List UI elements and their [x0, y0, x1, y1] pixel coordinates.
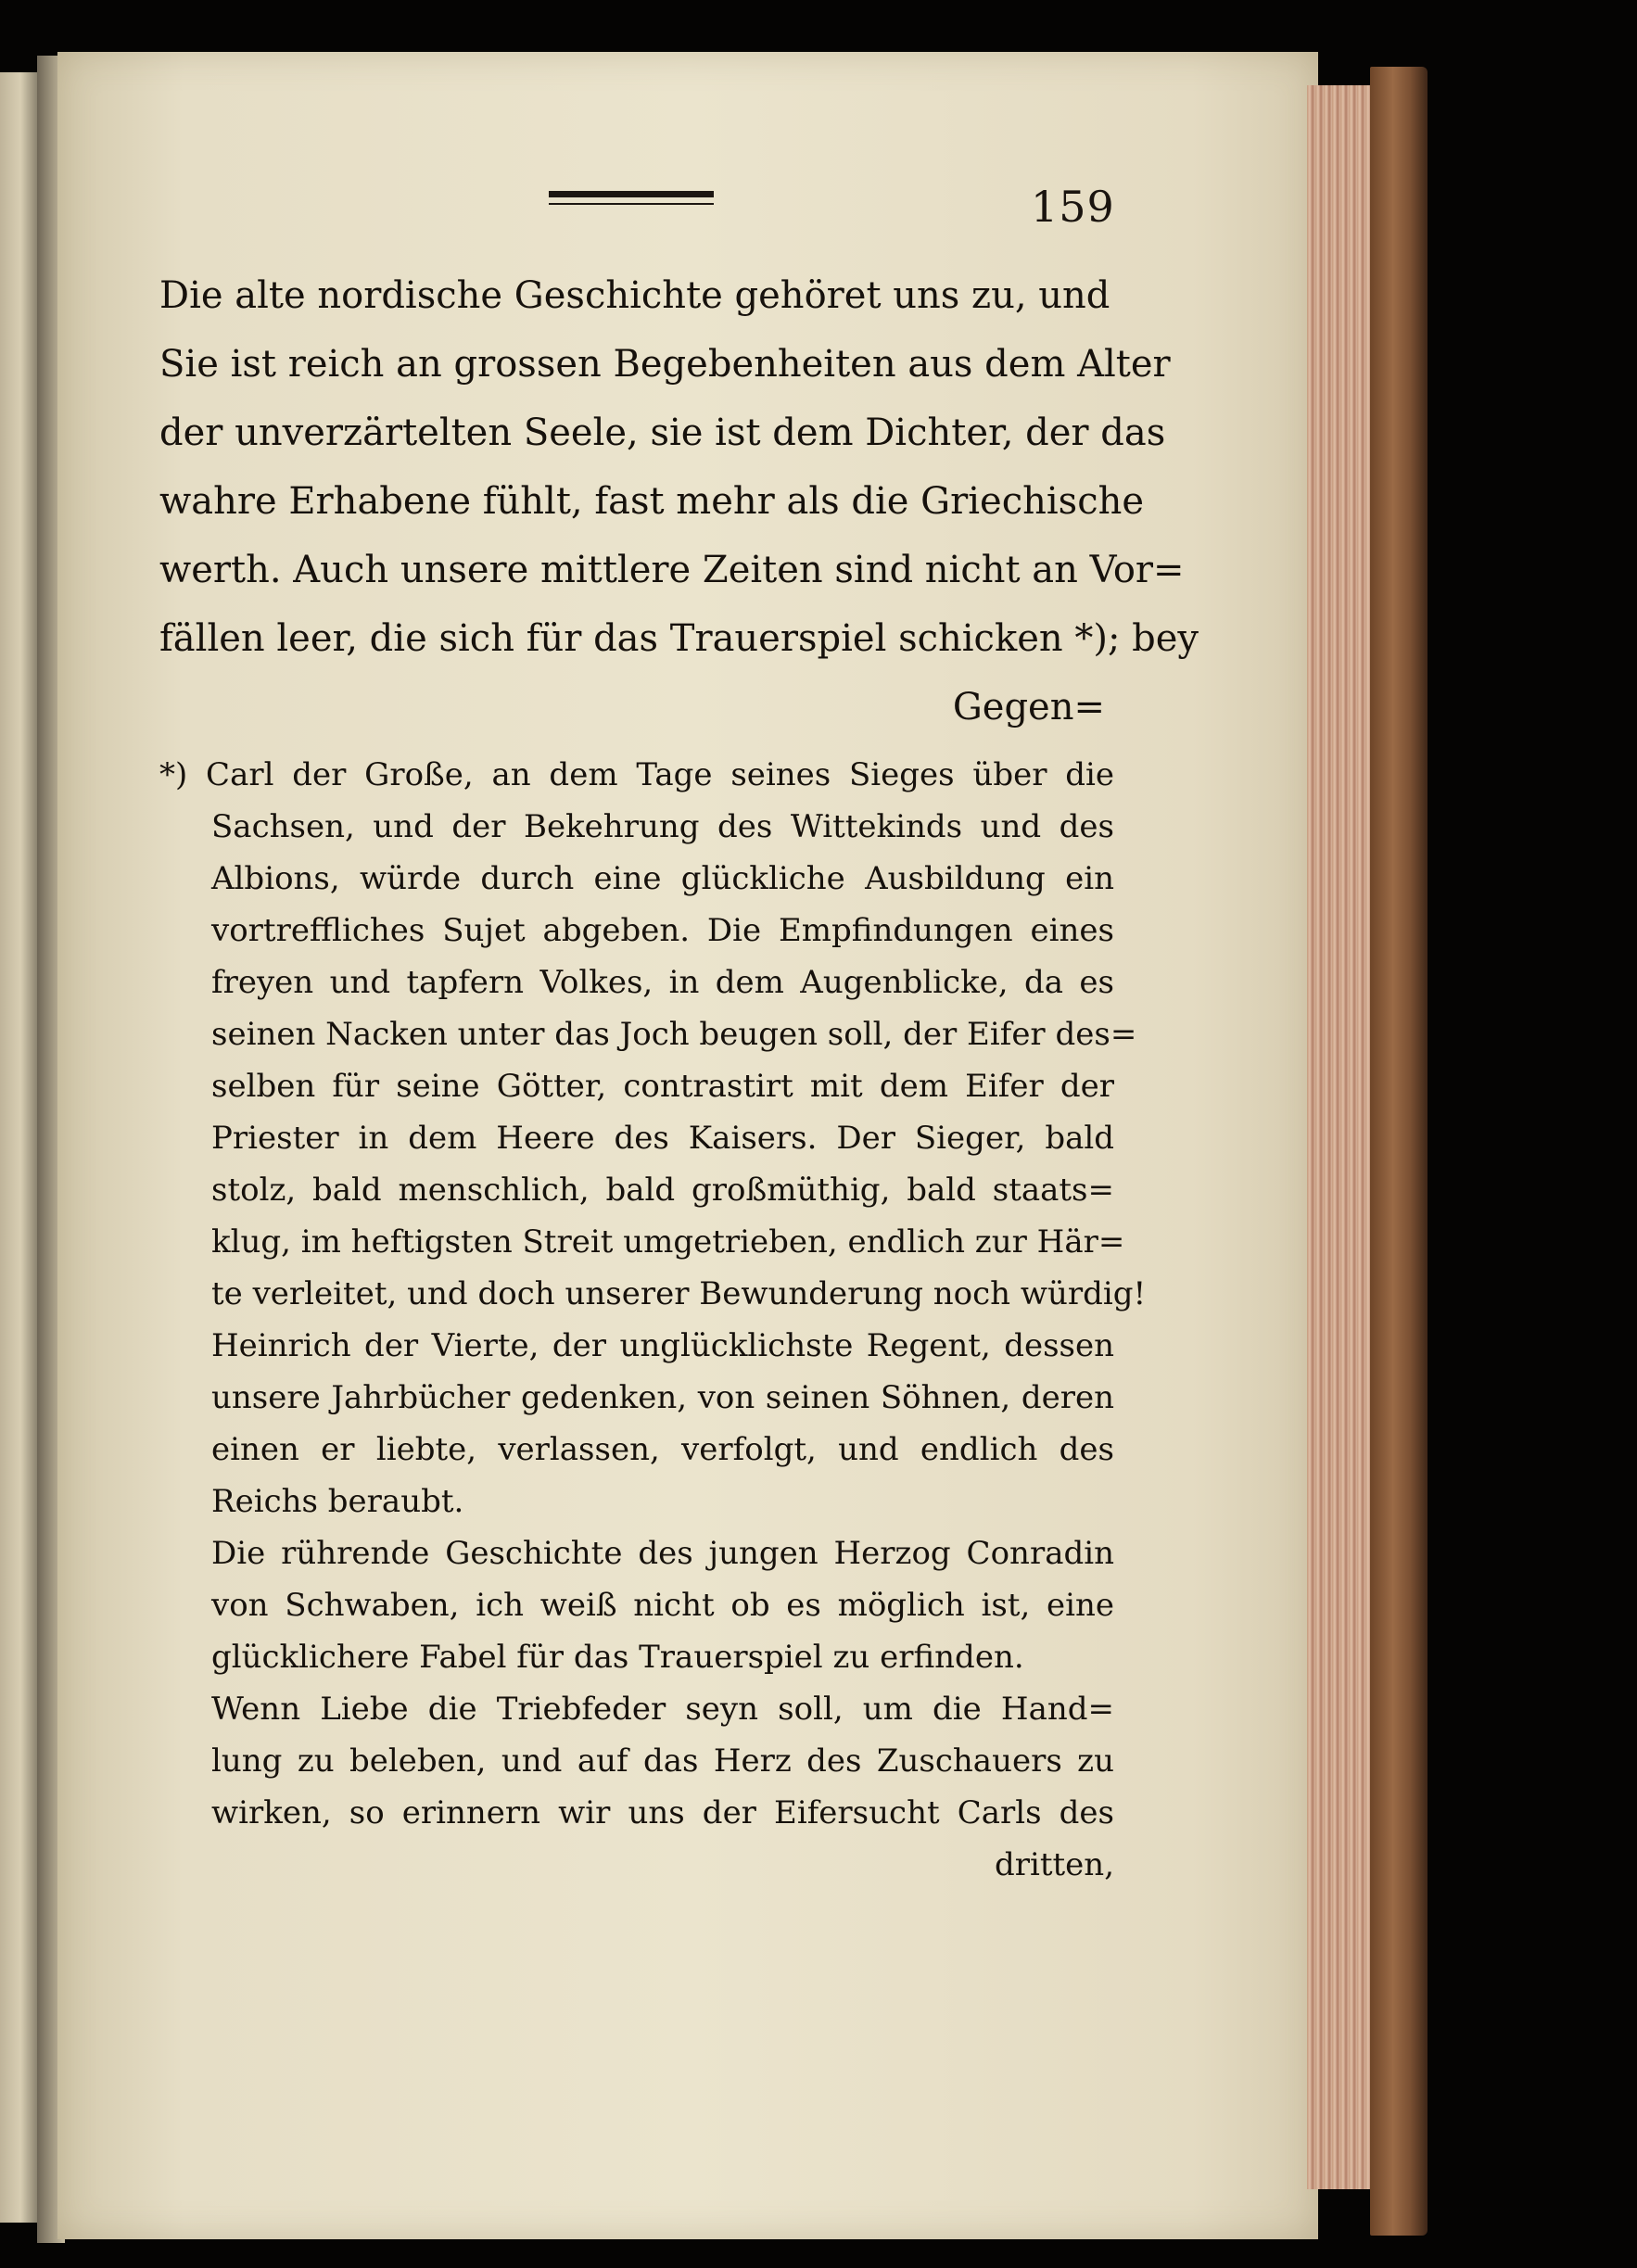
header-rule-thin — [549, 203, 714, 205]
footnote-line: Reichs beraubt. — [211, 1483, 464, 1520]
footnote-line: lung zu beleben, und auf das Herz des Zuschauers zu — [211, 1742, 1114, 1780]
book-cover-board — [1370, 67, 1428, 2236]
text-line: Die alte nordische Geschichte gehöret uns zu, und — [159, 274, 1110, 317]
footnote-line: Albions, würde durch eine glückliche Ausbildung ein — [211, 860, 1114, 897]
text-line: wahre Erhabene fühlt, fast mehr als die Griechische — [159, 480, 1145, 523]
footnote-line: stolz, bald menschlich, bald großmüthig, bald staats= — [211, 1172, 1114, 1209]
page-number: 159 — [1031, 182, 1115, 232]
footnote-line: seinen Nacken unter das Joch beugen soll, der Eifer des= — [211, 1016, 1137, 1053]
header-rule-thick — [549, 191, 714, 197]
footnote — [159, 749, 1147, 1891]
footnote-line: klug, im heftigsten Streit umgetrieben, endlich zur Här= — [211, 1223, 1125, 1261]
footnote-catchword: dritten, — [994, 1846, 1114, 1883]
footnote-line: wirken, so erinnern wir uns der Eifersucht Carls des — [211, 1794, 1114, 1831]
text-line: werth. Auch unsere mittlere Zeiten sind nicht an Vor= — [159, 549, 1185, 591]
header-rule — [549, 191, 714, 208]
previous-page-edge — [0, 72, 37, 2223]
text-line: Sie ist reich an grossen Begebenheiten aus dem Alter — [159, 343, 1171, 386]
footnote-line: Priester in dem Heere des Kaisers. Der Sieger, bald — [211, 1120, 1114, 1157]
footnote-line: te verleitet, und doch unserer Bewunderung noch würdig! — [211, 1275, 1147, 1312]
footnote-line: Die rührende Geschichte des jungen Herzog Conradin — [211, 1535, 1114, 1572]
footnote-line: Heinrich der Vierte, der unglücklichste Regent, dessen — [211, 1327, 1114, 1364]
footnote-line: von Schwaben, ich weiß nicht ob es möglich ist, eine — [211, 1587, 1114, 1624]
footnote-line: Sachsen, und der Bekehrung des Wittekinds und des — [211, 808, 1114, 845]
footnote-line: vortreffliches Sujet abgeben. Die Empfindungen eines — [211, 912, 1114, 949]
text-line: fällen leer, die sich für das Trauerspiel schicken *); bey — [159, 617, 1199, 660]
footnote-line: selben für seine Götter, contrastirt mit dem Eifer der — [211, 1068, 1114, 1105]
text-line: der unverzärtelten Seele, sie ist dem Dichter, der das — [159, 412, 1166, 454]
footnote-line: glücklichere Fabel für das Trauerspiel zu erfinden. — [211, 1639, 1024, 1676]
footnote-line: einen er liebte, verlassen, verfolgt, und endlich des — [211, 1431, 1114, 1468]
footnote-line: unsere Jahrbücher gedenken, von seinen Söhnen, deren — [211, 1379, 1114, 1416]
footnote-line: Wenn Liebe die Triebfeder seyn soll, um die Hand= — [211, 1691, 1114, 1728]
catchword: Gegen= — [952, 686, 1105, 729]
main-text — [159, 261, 1199, 741]
footnote-line: freyen und tapfern Volkes, in dem Augenblicke, da es — [211, 964, 1114, 1001]
footnote-line: *) Carl der Große, an dem Tage seines Sieges über die — [159, 756, 1114, 793]
